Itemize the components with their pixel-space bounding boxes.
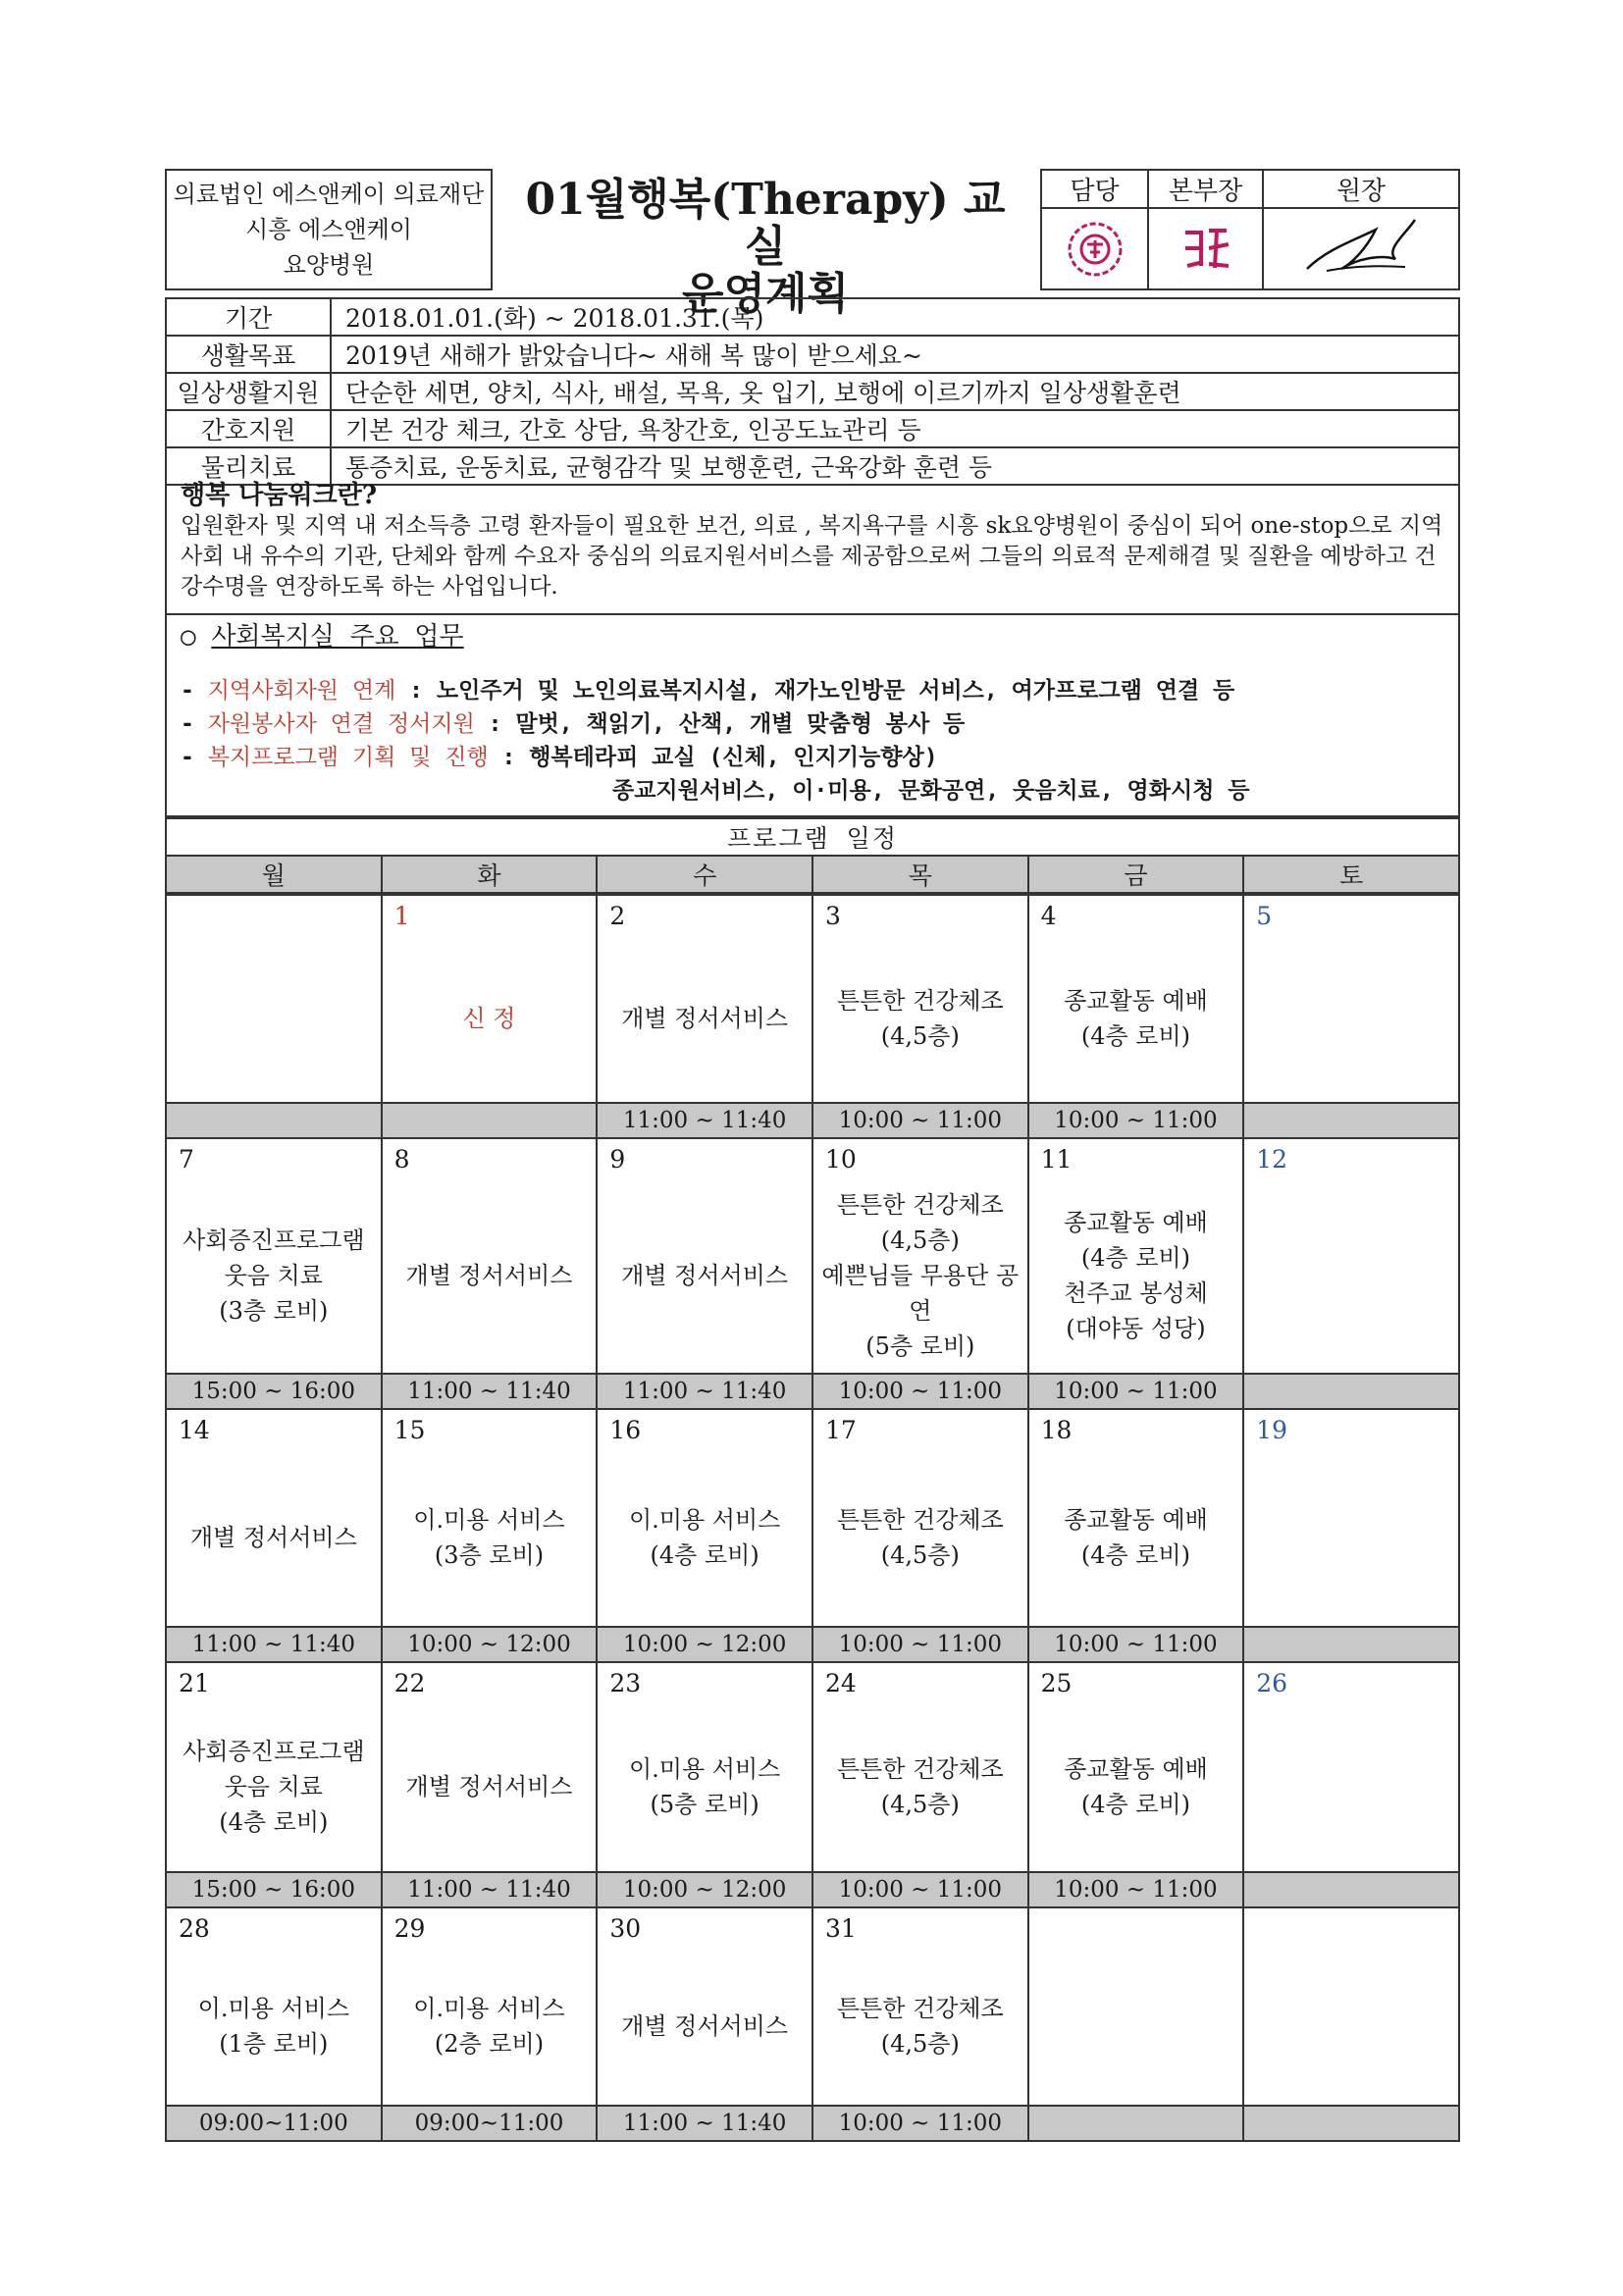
calendar-day-cell [597, 1138, 812, 1374]
social-item-text: 행복테라피 교실 (신체, 인지기능향상) [529, 745, 938, 770]
day-number: 5 [1256, 902, 1273, 930]
calendar-time-row [166, 1103, 1459, 1138]
seal-stamp-icon [1061, 215, 1129, 284]
signature-icon [1297, 210, 1425, 288]
day-number: 19 [1256, 1416, 1288, 1444]
social-item-label: 자원봉사자 연결 정서지원 [207, 711, 475, 737]
info-value: 단순한 세면, 양치, 식사, 배설, 목욕, 옷 입기, 보행에 이르기까지 일상생활훈련 [331, 373, 1459, 410]
social-item-text: 말벗, 책읽기, 산책, 개별 맞춤형 봉사 등 [515, 711, 966, 737]
program-text [1244, 1948, 1458, 2105]
program-time: 10:00 ~ 11:00 [812, 1103, 1028, 1138]
day-number: 18 [1040, 1416, 1073, 1444]
day-number: 29 [393, 1914, 426, 1943]
program-text: 이.미용 서비스 (2층 로비) [413, 1995, 565, 2058]
day-number: 28 [179, 1914, 210, 1943]
day-number: 24 [824, 1669, 857, 1697]
weekday-fri: 금 [1028, 856, 1244, 893]
program-time: 10:00 ~ 11:00 [1028, 1872, 1244, 1907]
program-text: 종교활동 예배 (4층 로비) [1064, 1755, 1208, 1818]
program-time: 10:00 ~ 11:00 [812, 1627, 1028, 1662]
day-number: 11 [1040, 1145, 1073, 1174]
program-time: 09:00~11:00 [166, 2106, 382, 2141]
social-heading: 사회복지실 주요 업무 [211, 622, 464, 652]
approval-box [1040, 169, 1460, 290]
calendar-day-cell [382, 895, 598, 1103]
program-time: 11:00 ~ 11:40 [382, 1374, 598, 1409]
social-item-label: 지역사회자원 연계 [207, 678, 396, 704]
calendar-day-cell [597, 1907, 812, 2106]
program-time: 10:00 ~ 11:00 [1028, 1374, 1244, 1409]
info-row-period [166, 298, 1459, 336]
title-line-2: 운영계획 [681, 269, 849, 319]
calendar-day-cell [812, 895, 1028, 1103]
approval-header-president: 원장 [1263, 170, 1459, 208]
program-text: 개별 정서서비스 [621, 1262, 789, 1289]
program-time: 10:00 ~ 12:00 [597, 1627, 812, 1662]
info-label: 간호지원 [166, 410, 331, 447]
program-text: 이.미용 서비스 (3층 로비) [413, 1506, 565, 1569]
calendar-week-row [166, 1907, 1459, 2106]
social-item-3: - 복지프로그램 기획 및 진행 : 행복테라피 교실 (신체, 인지기능향상) [181, 745, 938, 770]
staff-stamp [1041, 208, 1148, 289]
calendar-day-cell [382, 1662, 598, 1872]
day-number: 3 [824, 902, 841, 930]
calendar-day-cell [166, 895, 382, 1103]
day-number: 14 [179, 1416, 210, 1444]
approval-header-staff: 담당 [1041, 170, 1148, 208]
program-text: 사회증진프로그램 웃음 치료 (4층 로비) [183, 1738, 365, 1836]
program-text: 개별 정서서비스 [405, 1773, 573, 1800]
info-value: 2018.01.01.(화) ~ 2018.01.31.(목) [331, 298, 1459, 336]
program-text: 튼튼한 건강체조 (4,5층) [836, 987, 1004, 1050]
day-number: 4 [1040, 902, 1057, 930]
program-time: 10:00 ~ 11:00 [1028, 1627, 1244, 1662]
social-item-text: 노인주거 및 노인의료복지시설, 재가노인방문 서비스, 여가프로그램 연결 등 [436, 678, 1235, 704]
org-line-1: 의료법인 에스앤케이 의료재단 [173, 181, 485, 208]
day-number: 8 [393, 1145, 410, 1174]
name-stamp-icon [1172, 215, 1240, 284]
calendar-day-cell [1028, 1662, 1244, 1872]
day-number: 1 [393, 902, 410, 930]
calendar-time-row [166, 1627, 1459, 1662]
program-text [1244, 935, 1458, 1102]
calendar-time-row [166, 1374, 1459, 1409]
social-item-label: 복지프로그램 기획 및 진행 [207, 745, 489, 770]
calendar-day-cell [597, 1662, 812, 1872]
info-label: 기간 [166, 298, 331, 336]
program-time [1243, 1374, 1459, 1409]
title-line-1: 01월행복(Therapy) 교실 [525, 175, 1006, 272]
program-time [1243, 1103, 1459, 1138]
calendar-day-cell [166, 1138, 382, 1374]
weekday-sat: 토 [1243, 856, 1459, 893]
calendar-day-cell [166, 1409, 382, 1627]
program-text: 신 정 [462, 1005, 516, 1032]
program-text: 종교활동 예배 (4층 로비) 천주교 봉성체 (대야동 성당) [1064, 1209, 1208, 1342]
program-time: 10:00 ~ 12:00 [382, 1627, 598, 1662]
program-text: 종교활동 예배 (4층 로비) [1064, 1506, 1208, 1569]
program-time: 10:00 ~ 11:00 [1028, 1103, 1244, 1138]
social-welfare-section [165, 615, 1460, 817]
director-stamp [1148, 208, 1263, 289]
info-row-life-goal [166, 336, 1459, 373]
calendar-day-cell [1028, 1138, 1244, 1374]
approval-header-director: 본부장 [1148, 170, 1263, 208]
program-text: 사회증진프로그램 웃음 치료 (3층 로비) [183, 1226, 365, 1325]
calendar-day-cell [812, 1907, 1028, 2106]
calendar-time-row [166, 1872, 1459, 1907]
program-calendar [165, 817, 1460, 2142]
program-time [382, 1103, 598, 1138]
program-text: 종교활동 예배 (4층 로비) [1064, 987, 1208, 1050]
info-label: 물리치료 [166, 447, 331, 485]
calendar-day-cell [1243, 1409, 1459, 1627]
day-number: 31 [824, 1914, 857, 1943]
program-time: 11:00 ~ 11:40 [166, 1627, 382, 1662]
president-signature [1263, 208, 1459, 289]
program-time: 09:00~11:00 [382, 2106, 598, 2141]
social-heading-line [181, 617, 1444, 656]
program-time [1243, 1627, 1459, 1662]
calendar-week-row [166, 1662, 1459, 1872]
calendar-day-cell [1028, 1907, 1244, 2106]
day-number: 2 [609, 902, 626, 930]
program-time: 11:00 ~ 11:40 [597, 1103, 812, 1138]
social-item-1: - 지역사회자원 연계 : 노인주거 및 노인의료복지시설, 재가노인방문 서비스, 여가프로그램 연결 등 [181, 678, 1235, 704]
day-number: 17 [824, 1416, 857, 1444]
info-value: 2019년 새해가 밝았습니다~ 새해 복 많이 받으세요~ [331, 336, 1459, 373]
program-time: 11:00 ~ 11:40 [597, 2106, 812, 2141]
calendar-title: 프로그램 일정 [166, 818, 1459, 856]
info-value: 기본 건강 체크, 간호 상담, 욕창간호, 인공도뇨관리 등 [331, 410, 1459, 447]
calendar-day-cell [382, 1138, 598, 1374]
program-time [1243, 2106, 1459, 2141]
info-row-nursing [166, 410, 1459, 447]
program-time [1243, 1872, 1459, 1907]
weekday-wed: 수 [597, 856, 812, 893]
day-number: 26 [1256, 1669, 1288, 1697]
program-text: 튼튼한 건강체조 (4,5층) [836, 1755, 1004, 1818]
calendar-day-cell [1028, 895, 1244, 1103]
calendar-day-cell [166, 1907, 382, 2106]
program-time: 15:00 ~ 16:00 [166, 1872, 382, 1907]
info-row-daily-support [166, 373, 1459, 410]
social-item-3-continuation: 종교지원서비스, 이·미용, 문화공연, 웃음치료, 영화시청 등 [612, 778, 1250, 804]
weekday-tue: 화 [382, 856, 598, 893]
day-number: 23 [609, 1669, 642, 1697]
program-text: 튼튼한 건강체조 (4,5층) [836, 1995, 1004, 2058]
happy-sharing-section [165, 476, 1460, 615]
day-number: 7 [179, 1145, 194, 1174]
calendar-day-cell [812, 1662, 1028, 1872]
program-text [167, 935, 381, 1102]
day-number: 15 [393, 1416, 426, 1444]
weekday-mon: 월 [166, 856, 382, 893]
info-value: 통증치료, 운동치료, 균형감각 및 보행훈련, 근육강화 훈련 등 [331, 447, 1459, 485]
calendar-day-cell [597, 1409, 812, 1627]
calendar-day-cell [812, 1138, 1028, 1374]
info-label: 일상생활지원 [166, 373, 331, 410]
org-line-2: 시흥 에스앤케이 [245, 216, 412, 243]
info-label: 생활목표 [166, 336, 331, 373]
program-text: 이.미용 서비스 (4층 로비) [628, 1506, 781, 1569]
day-number: 12 [1256, 1145, 1288, 1174]
program-text [1244, 1702, 1458, 1871]
happy-heading: 행복 나눔워크란? [181, 481, 378, 510]
program-text: 튼튼한 건강체조 (4,5층) [836, 1506, 1004, 1569]
calendar-day-cell [1243, 1662, 1459, 1872]
day-number: 10 [824, 1145, 857, 1174]
day-number: 9 [609, 1145, 626, 1174]
circle-bullet-icon: ○ [181, 622, 196, 652]
calendar-day-cell [1028, 1409, 1244, 1627]
program-time: 10:00 ~ 11:00 [812, 2106, 1028, 2141]
program-text: 개별 정서서비스 [621, 2012, 789, 2040]
calendar-day-cell [382, 1409, 598, 1627]
calendar-time-row [166, 2106, 1459, 2141]
happy-body: 입원환자 및 지역 내 저소득층 고령 환자들이 필요한 보건, 의료 , 복지욕구를 시흥 sk요양병원이 중심이 되어 one-stop으로 지역사회 내 유수의 기관, 단체와 함께 수요자 중심의 의료지원서비스를 제공함으로써 그들의 의료적 문제해결 및 질환을 예방하고 건강수명을 연장하도록 하는 사업입니다. [181, 513, 1443, 600]
org-line-3: 요양병원 [283, 251, 375, 279]
calendar-week-row [166, 1138, 1459, 1374]
day-number: 16 [609, 1416, 642, 1444]
program-time: 11:00 ~ 11:40 [382, 1872, 598, 1907]
info-table [165, 297, 1460, 486]
program-text [1244, 1178, 1458, 1373]
calendar-week-row [166, 1409, 1459, 1627]
program-text [1244, 1449, 1458, 1626]
day-number: 22 [393, 1669, 426, 1697]
program-text: 개별 정서서비스 [405, 1262, 573, 1289]
day-number: 21 [179, 1669, 210, 1697]
program-time [166, 1103, 382, 1138]
organization-box [165, 169, 493, 290]
program-text: 개별 정서서비스 [189, 1524, 357, 1551]
program-text: 이.미용 서비스 (1층 로비) [197, 1995, 350, 2058]
weekday-header-row [166, 856, 1459, 893]
program-time: 10:00 ~ 11:00 [812, 1872, 1028, 1907]
program-time [1028, 2106, 1244, 2141]
social-item-2: - 자원봉사자 연결 정서지원 : 말벗, 책읽기, 산책, 개별 맞춤형 봉사 등 [181, 711, 966, 737]
calendar-week-row [166, 895, 1459, 1103]
day-number: 30 [609, 1914, 642, 1943]
calendar-day-cell [597, 895, 812, 1103]
calendar-day-cell [1243, 1138, 1459, 1374]
program-text [1029, 1948, 1243, 2105]
day-number: 25 [1040, 1669, 1073, 1697]
program-time: 15:00 ~ 16:00 [166, 1374, 382, 1409]
calendar-day-cell [1243, 895, 1459, 1103]
calendar-day-cell [812, 1409, 1028, 1627]
program-text: 튼튼한 건강체조 (4,5층) 예쁜님들 무용단 공연 (5층 로비) [821, 1191, 1020, 1360]
weekday-thu: 목 [812, 856, 1028, 893]
program-text: 이.미용 서비스 (5층 로비) [628, 1755, 781, 1818]
program-text: 개별 정서서비스 [621, 1005, 789, 1032]
program-time: 10:00 ~ 12:00 [597, 1872, 812, 1907]
program-time: 10:00 ~ 11:00 [812, 1374, 1028, 1409]
program-time: 11:00 ~ 11:40 [597, 1374, 812, 1409]
calendar-day-cell [1243, 1907, 1459, 2106]
calendar-day-cell [382, 1907, 598, 2106]
calendar-day-cell [166, 1662, 382, 1872]
